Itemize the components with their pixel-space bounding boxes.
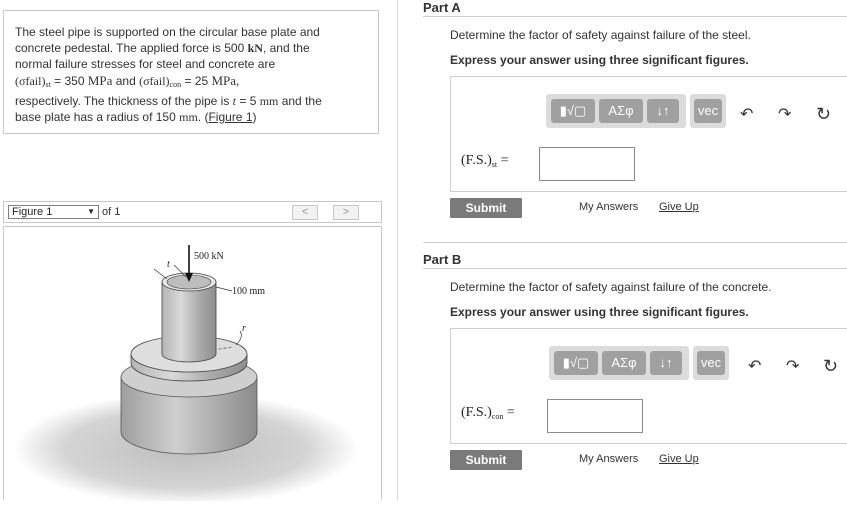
undo-icon[interactable]: ↶ bbox=[748, 358, 762, 375]
problem-text: concrete pedestal. The applied force is 500 bbox=[15, 41, 248, 56]
part-b-answer-label bbox=[461, 405, 515, 421]
prev-figure-button[interactable] bbox=[292, 205, 318, 220]
reset-icon[interactable]: ↻ bbox=[816, 104, 832, 124]
part-b-my-answers-link[interactable]: My Answers bbox=[579, 453, 639, 465]
arrows-button[interactable]: ↓↑ bbox=[647, 99, 679, 123]
problem-line bbox=[15, 40, 368, 56]
figure-select[interactable] bbox=[8, 205, 99, 219]
equals-sign: = bbox=[503, 405, 515, 420]
greek-symbols-button[interactable]: ΑΣφ bbox=[599, 99, 643, 123]
figure-select-value: Figure 1 bbox=[12, 206, 53, 218]
figure-panel bbox=[3, 226, 382, 500]
vec-toolbar bbox=[690, 94, 726, 128]
part-b-top-rule bbox=[423, 242, 847, 243]
problem-text: ) bbox=[252, 110, 257, 125]
pipe-figure bbox=[4, 227, 381, 501]
redo-icon[interactable]: ↷ bbox=[786, 358, 800, 375]
part-a-rule bbox=[423, 16, 847, 17]
redo-icon[interactable]: ↷ bbox=[778, 106, 792, 123]
part-a-answer-label bbox=[461, 153, 509, 169]
problem-text: The steel pipe is supported on the circular base plate and bbox=[15, 25, 320, 39]
sigma-steel-value: = 350 bbox=[50, 73, 88, 88]
part-a-give-up-link[interactable]: Give Up bbox=[659, 201, 699, 213]
radius-unit: mm bbox=[179, 110, 198, 125]
problem-text: . ( bbox=[197, 110, 209, 125]
column-divider bbox=[397, 0, 398, 500]
fs-subscript: con bbox=[491, 412, 504, 421]
next-figure-button[interactable] bbox=[333, 205, 359, 220]
thickness-leader bbox=[154, 269, 167, 279]
problem-line bbox=[15, 24, 368, 40]
sigma-steel-unit: MPa bbox=[87, 72, 113, 88]
greek-symbols-button[interactable]: ΑΣφ bbox=[602, 351, 646, 375]
part-b-answer-input[interactable] bbox=[547, 399, 643, 433]
radius-leader bbox=[236, 331, 241, 345]
sigma-steel-symbol: (σfail) bbox=[15, 73, 46, 88]
sigma-concrete-sub: con bbox=[169, 79, 182, 89]
thickness-label: t bbox=[167, 259, 170, 270]
radius-label: r bbox=[242, 323, 246, 334]
part-a-answer-box bbox=[450, 76, 847, 192]
vec-button[interactable]: vec bbox=[697, 351, 725, 375]
problem-line bbox=[15, 109, 368, 125]
thickness-symbol: t bbox=[232, 93, 237, 108]
problem-text: and bbox=[112, 73, 140, 88]
vec-toolbar bbox=[693, 346, 729, 380]
templates-button[interactable]: ▮√▢ bbox=[554, 351, 598, 375]
sigma-concrete-symbol: (σfail) bbox=[139, 73, 170, 88]
problem-text: and the bbox=[278, 93, 322, 108]
templates-button[interactable]: ▮√▢ bbox=[551, 99, 595, 123]
part-a-my-answers-link[interactable]: My Answers bbox=[579, 201, 639, 213]
diameter-label: 100 mm bbox=[232, 286, 266, 297]
force-unit: kN bbox=[247, 41, 263, 56]
reset-icon[interactable]: ↻ bbox=[823, 356, 839, 376]
part-b-question: Determine the factor of safety against failure of the concrete. bbox=[450, 280, 772, 294]
problem-text: , and the bbox=[262, 41, 310, 56]
part-b-instruction: Express your answer using three significant figures. bbox=[450, 305, 749, 319]
chevron-left-icon: < bbox=[301, 206, 309, 218]
part-b-submit-button[interactable]: Submit bbox=[450, 450, 522, 470]
part-b-title: Part B bbox=[423, 252, 462, 267]
arrows-button[interactable]: ↓↑ bbox=[650, 351, 682, 375]
part-a-submit-button[interactable]: Submit bbox=[450, 198, 522, 218]
figure-link[interactable]: Figure 1 bbox=[208, 110, 253, 125]
fs-symbol: (F.S.) bbox=[461, 153, 492, 168]
thickness-value: = 5 bbox=[236, 93, 260, 108]
problem-line bbox=[15, 73, 368, 93]
sigma-concrete-value: = 25 bbox=[181, 73, 212, 88]
problem-text: respectively. The thickness of the pipe is bbox=[15, 93, 233, 108]
equals-sign: = bbox=[497, 153, 509, 168]
vec-button[interactable]: vec bbox=[694, 99, 722, 123]
math-toolbar bbox=[546, 94, 686, 128]
part-a-answer-input[interactable] bbox=[539, 147, 635, 181]
force-label: 500 kN bbox=[194, 251, 224, 262]
problem-statement bbox=[3, 10, 379, 134]
figure-nav-bar bbox=[3, 201, 382, 223]
fs-subscript: st bbox=[491, 160, 498, 169]
steel-pipe bbox=[162, 282, 216, 362]
part-b-rule bbox=[423, 268, 847, 269]
problem-line bbox=[15, 56, 368, 72]
problem-text: normal failure stresses for steel and concrete are bbox=[15, 57, 276, 72]
thickness-unit: mm bbox=[259, 93, 279, 108]
part-a-instruction: Express your answer using three significant figures. bbox=[450, 53, 749, 67]
chevron-down-icon: ▼ bbox=[87, 207, 95, 216]
fs-symbol: (F.S.) bbox=[461, 405, 492, 420]
chevron-right-icon: > bbox=[342, 206, 350, 218]
part-b-answer-box bbox=[450, 328, 847, 444]
problem-text: base plate has a radius of 150 bbox=[15, 110, 180, 125]
part-a-question: Determine the factor of safety against failure of the steel. bbox=[450, 28, 751, 42]
undo-icon[interactable]: ↶ bbox=[740, 106, 754, 123]
sigma-concrete-unit: MPa, bbox=[211, 72, 240, 88]
diameter-leader bbox=[216, 287, 232, 291]
part-a-title: Part A bbox=[423, 0, 461, 15]
part-b-give-up-link[interactable]: Give Up bbox=[659, 453, 699, 465]
problem-line bbox=[15, 93, 368, 109]
math-toolbar bbox=[549, 346, 689, 380]
figure-count: of 1 bbox=[102, 206, 121, 218]
sigma-steel-sub: st bbox=[45, 79, 51, 89]
